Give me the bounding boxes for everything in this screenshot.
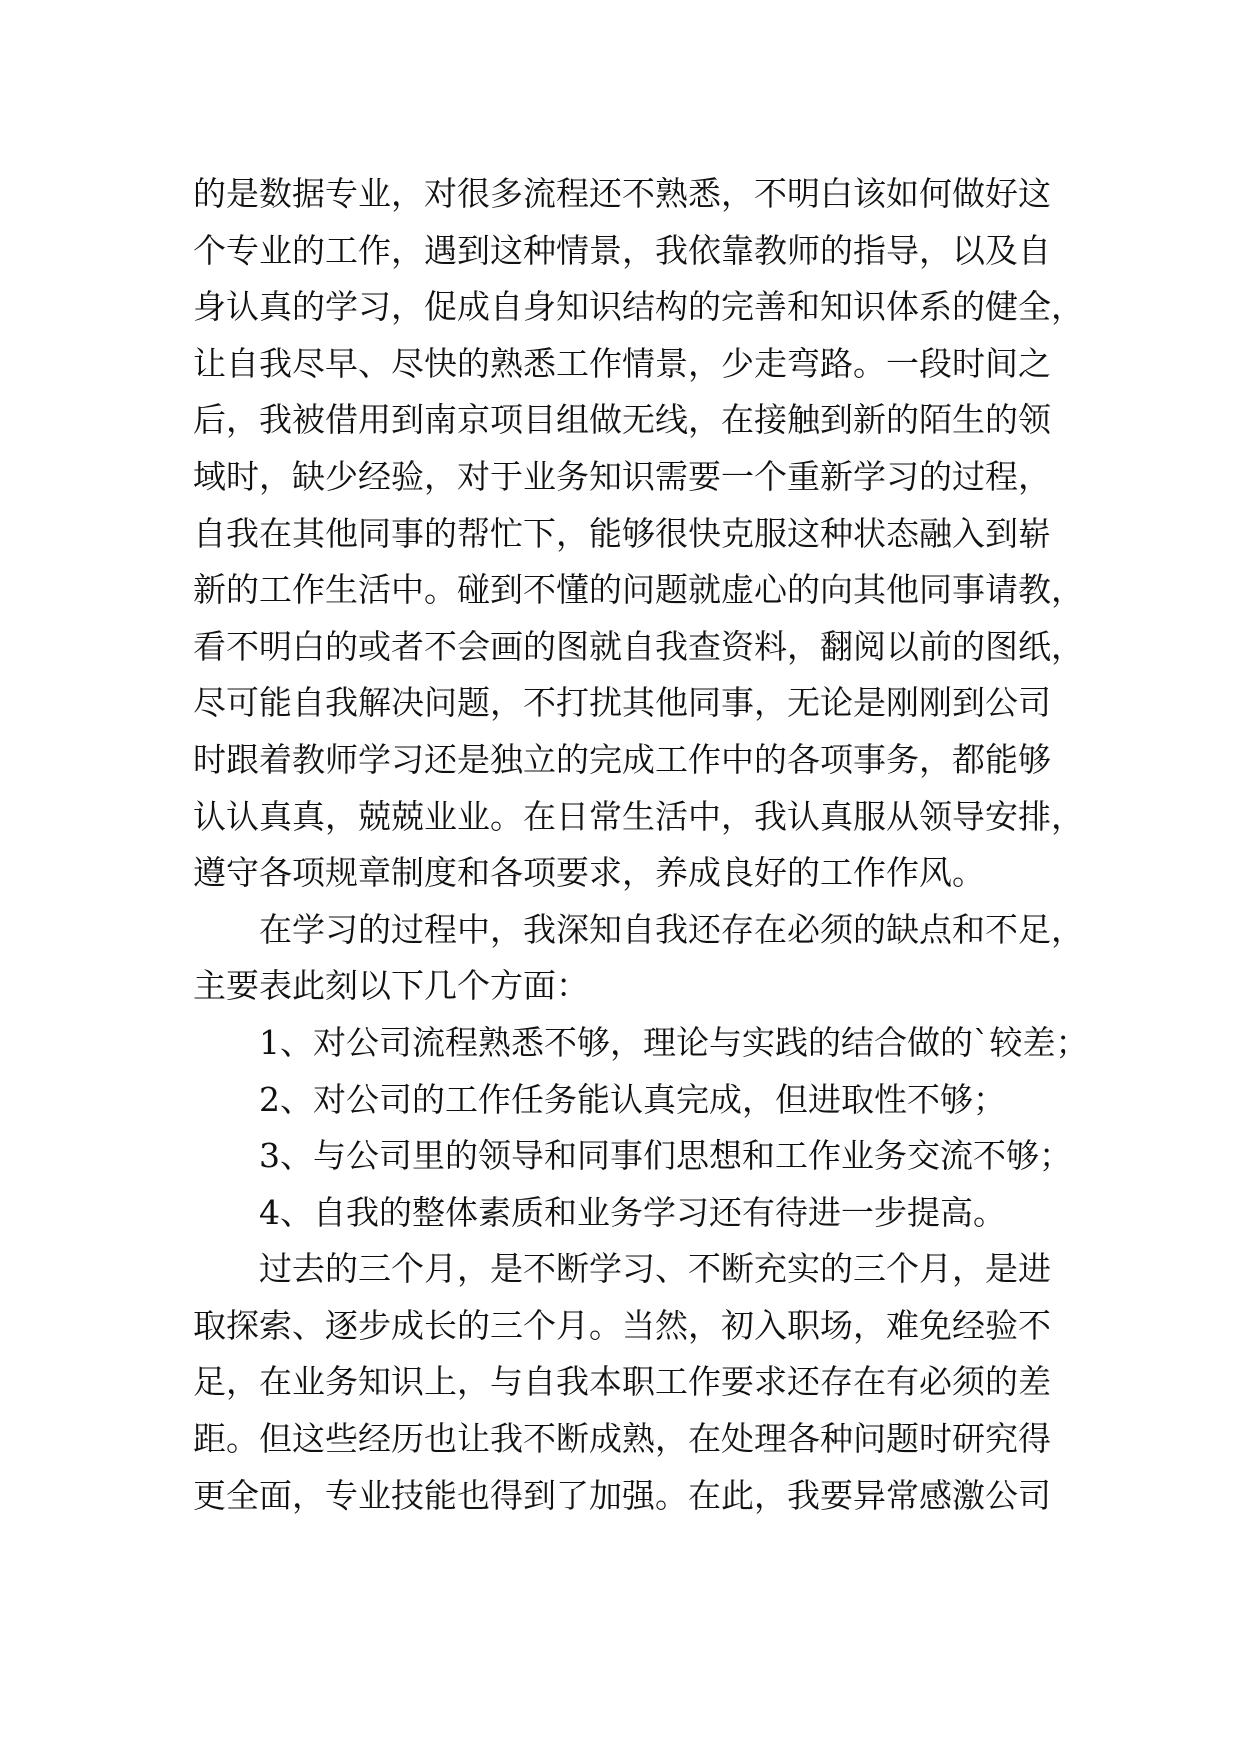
paragraph-1 — [193, 166, 1093, 902]
document-body — [193, 166, 1093, 1524]
paragraph-2 — [193, 902, 1093, 1015]
paragraph-line: 让自我尽早、尽快的熟悉工作情景，少走弯路。一段时间之 — [193, 343, 1051, 383]
paragraph-line: 新的工作生活中。碰到不懂的问题就虚心的向其他同事请教， — [193, 570, 1084, 610]
shortcomings-list — [193, 1015, 1093, 1241]
paragraph-line: 更全面，专业技能也得到了加强。在此，我要异常感激公司 — [193, 1475, 1051, 1515]
list-item: 3、与公司里的领导和同事们思想和工作业务交流不够； — [259, 1136, 1072, 1176]
paragraph-line: 主要表此刻以下几个方面： — [193, 966, 589, 1006]
paragraph-line: 的是数据专业，对很多流程还不熟悉，不明白该如何做好这 — [193, 174, 1051, 213]
paragraph-line: 后，我被借用到南京项目组做无线，在接触到新的陌生的领 — [193, 400, 1051, 440]
list-item: 4、自我的整体素质和业务学习还有待进一步提高。 — [259, 1192, 1006, 1232]
paragraph-line: 看不明白的或者不会画的图就自我查资料，翻阅以前的图纸， — [193, 626, 1084, 666]
paragraph-line: 身认真的学习，促成自身知识结构的完善和知识体系的健全， — [193, 287, 1084, 327]
paragraph-line: 个专业的工作，遇到这种情景，我依靠教师的指导，以及自 — [193, 230, 1051, 270]
paragraph-line: 在学习的过程中，我深知自我还存在必须的缺点和不足， — [259, 909, 1084, 949]
paragraph-3 — [193, 1241, 1093, 1524]
paragraph-line: 过去的三个月，是不断学习、不断充实的三个月，是进 — [259, 1249, 1051, 1289]
paragraph-line: 域时，缺少经验，对于业务知识需要一个重新学习的过程， — [193, 456, 1051, 496]
paragraph-line: 时跟着教师学习还是独立的完成工作中的各项事务，都能够 — [193, 739, 1051, 779]
paragraph-line: 取探索、逐步成长的三个月。当然，初入职场，难免经验不 — [193, 1305, 1051, 1345]
paragraph-line: 遵守各项规章制度和各项要求，养成良好的工作作风。 — [193, 853, 985, 893]
paragraph-line: 尽可能自我解决问题，不打扰其他同事，无论是刚刚到公司 — [193, 683, 1051, 723]
paragraph-line: 认认真真，兢兢业业。在日常生活中，我认真服从领导安排， — [193, 796, 1084, 836]
list-item: 2、对公司的工作任务能认真完成，但进取性不够； — [259, 1079, 1006, 1119]
paragraph-line: 距。但这些经历也让我不断成熟，在处理各种问题时研究得 — [193, 1419, 1051, 1459]
paragraph-line: 足，在业务知识上，与自我本职工作要求还存在有必须的差 — [193, 1362, 1051, 1402]
paragraph-line: 自我在其他同事的帮忙下，能够很快克服这种状态融入到崭 — [193, 513, 1051, 553]
list-item: 1、对公司流程熟悉不够，理论与实践的结合做的`较差； — [259, 1022, 1089, 1062]
